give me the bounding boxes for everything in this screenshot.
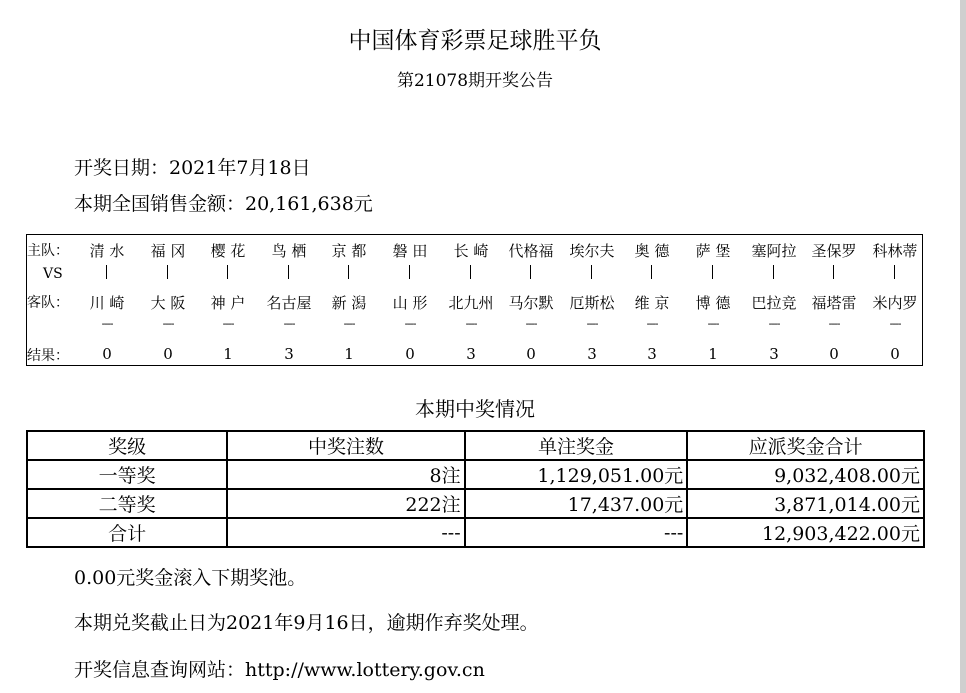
match-result: 1 bbox=[223, 345, 233, 363]
away-team: 博 德 bbox=[695, 294, 731, 312]
separator-dash: ---- bbox=[646, 317, 658, 330]
match-column bbox=[319, 235, 379, 365]
separator-dash: ---- bbox=[162, 317, 174, 330]
header-total-prize: 应派奖金合计 bbox=[687, 431, 924, 460]
home-team: 鸟 栖 bbox=[271, 242, 307, 260]
away-team: 大 阪 bbox=[150, 294, 186, 312]
home-team: 磐 田 bbox=[392, 242, 428, 260]
match-result: 0 bbox=[405, 345, 415, 363]
vs-divider bbox=[712, 265, 713, 279]
match-column bbox=[501, 235, 561, 365]
away-team: 川 崎 bbox=[89, 294, 125, 312]
separator-dash: ---- bbox=[343, 317, 355, 330]
home-team: 奥 德 bbox=[634, 242, 670, 260]
home-team: 福 冈 bbox=[150, 242, 186, 260]
total-prize: 9,032,408.00元 bbox=[687, 460, 924, 489]
separator-dash: ---- bbox=[101, 317, 113, 330]
deadline-note: 本期兑奖截止日为2021年9月16日，逾期作弃奖处理。 bbox=[74, 612, 539, 634]
match-result: 3 bbox=[587, 345, 597, 363]
match-column bbox=[562, 235, 622, 365]
vs-divider bbox=[348, 265, 349, 279]
match-table bbox=[26, 234, 923, 366]
match-result: 3 bbox=[284, 345, 294, 363]
match-column bbox=[622, 235, 682, 365]
winners-count: 8注 bbox=[227, 460, 464, 489]
separator-dash: ---- bbox=[768, 317, 780, 330]
vs-divider bbox=[894, 265, 895, 279]
home-team: 长 崎 bbox=[453, 242, 489, 260]
rollover-note: 0.00元奖金滚入下期奖池。 bbox=[74, 567, 307, 589]
home-team: 代格福 bbox=[508, 242, 554, 260]
match-column bbox=[865, 235, 925, 365]
match-result: 3 bbox=[466, 345, 476, 363]
away-team: 名古屋 bbox=[266, 294, 312, 312]
vs-divider bbox=[470, 265, 471, 279]
vs-divider bbox=[167, 265, 168, 279]
home-team: 圣保罗 bbox=[811, 242, 857, 260]
page-title: 中国体育彩票足球胜平负 bbox=[348, 28, 602, 54]
separator-dash: ---- bbox=[283, 317, 295, 330]
away-row-label: 客队： bbox=[27, 295, 69, 311]
table-row bbox=[27, 518, 924, 547]
match-column bbox=[77, 235, 137, 365]
page-subtitle: 第21078期开奖公告 bbox=[396, 71, 554, 91]
total-prize: 3,871,014.00元 bbox=[687, 489, 924, 518]
single-prize: 1,129,051.00元 bbox=[465, 460, 688, 489]
match-result: 1 bbox=[708, 345, 718, 363]
match-result: 0 bbox=[163, 345, 173, 363]
home-team: 塞阿拉 bbox=[751, 242, 797, 260]
vs-divider bbox=[833, 265, 834, 279]
vs-divider bbox=[651, 265, 652, 279]
match-column bbox=[198, 235, 258, 365]
match-column bbox=[138, 235, 198, 365]
vs-divider bbox=[409, 265, 410, 279]
home-team: 京 都 bbox=[331, 242, 367, 260]
table-row bbox=[27, 460, 924, 489]
header-single-prize: 单注奖金 bbox=[465, 431, 688, 460]
home-team: 埃尔夫 bbox=[569, 242, 615, 260]
away-team: 厄斯松 bbox=[569, 294, 615, 312]
vs-divider bbox=[227, 265, 228, 279]
vs-row-label: VS bbox=[43, 266, 63, 282]
winners-count: --- bbox=[227, 518, 464, 547]
match-column bbox=[380, 235, 440, 365]
home-team: 萨 堡 bbox=[695, 242, 731, 260]
home-team: 科林蒂 bbox=[872, 242, 918, 260]
match-column bbox=[744, 235, 804, 365]
match-result: 3 bbox=[769, 345, 779, 363]
away-team: 维 京 bbox=[634, 294, 670, 312]
match-result: 0 bbox=[102, 345, 112, 363]
header-prize-level: 奖级 bbox=[27, 431, 227, 460]
separator-dash: ---- bbox=[465, 317, 477, 330]
vs-divider bbox=[530, 265, 531, 279]
page-edge-shadow bbox=[960, 0, 966, 693]
website-note: 开奖信息查询网站：http://www.lottery.gov.cn bbox=[74, 659, 485, 681]
vs-divider bbox=[591, 265, 592, 279]
vs-divider bbox=[106, 265, 107, 279]
prize-section-title: 本期中奖情况 bbox=[415, 397, 535, 421]
total-prize: 12,903,422.00元 bbox=[687, 518, 924, 547]
separator-dash: ---- bbox=[828, 317, 840, 330]
away-team: 马尔默 bbox=[508, 294, 554, 312]
separator-dash: ---- bbox=[707, 317, 719, 330]
single-prize: 17,437.00元 bbox=[465, 489, 688, 518]
away-team: 山 形 bbox=[392, 294, 428, 312]
separator-dash: ---- bbox=[889, 317, 901, 330]
prize-table-header bbox=[27, 431, 924, 460]
result-row-label: 结果： bbox=[27, 348, 69, 364]
home-team: 清 水 bbox=[89, 242, 125, 260]
prize-level: 二等奖 bbox=[27, 489, 227, 518]
prize-level: 一等奖 bbox=[27, 460, 227, 489]
match-result: 0 bbox=[890, 345, 900, 363]
separator-dash: ---- bbox=[525, 317, 537, 330]
away-team: 福塔雷 bbox=[811, 294, 857, 312]
vs-divider bbox=[773, 265, 774, 279]
separator-dash: ---- bbox=[222, 317, 234, 330]
match-result: 0 bbox=[526, 345, 536, 363]
single-prize: --- bbox=[465, 518, 688, 547]
match-column bbox=[259, 235, 319, 365]
home-team: 樱 花 bbox=[210, 242, 246, 260]
match-result: 0 bbox=[829, 345, 839, 363]
prize-table bbox=[26, 430, 925, 548]
match-column bbox=[804, 235, 864, 365]
match-result: 1 bbox=[344, 345, 354, 363]
away-team: 巴拉竞 bbox=[751, 294, 797, 312]
draw-date: 开奖日期：2021年7月18日 bbox=[74, 157, 311, 179]
prize-level: 合计 bbox=[27, 518, 227, 547]
separator-dash: ---- bbox=[404, 317, 416, 330]
header-winners: 中奖注数 bbox=[227, 431, 464, 460]
match-column bbox=[441, 235, 501, 365]
match-column bbox=[683, 235, 743, 365]
away-team: 神 户 bbox=[210, 294, 246, 312]
vs-divider bbox=[288, 265, 289, 279]
away-team: 北九州 bbox=[448, 294, 494, 312]
away-team: 米内罗 bbox=[872, 294, 918, 312]
match-result: 3 bbox=[647, 345, 657, 363]
winners-count: 222注 bbox=[227, 489, 464, 518]
away-team: 新 潟 bbox=[331, 294, 367, 312]
table-row bbox=[27, 489, 924, 518]
sales-amount: 本期全国销售金额：20,161,638元 bbox=[74, 193, 373, 215]
separator-dash: ---- bbox=[586, 317, 598, 330]
home-row-label: 主队： bbox=[27, 243, 69, 259]
